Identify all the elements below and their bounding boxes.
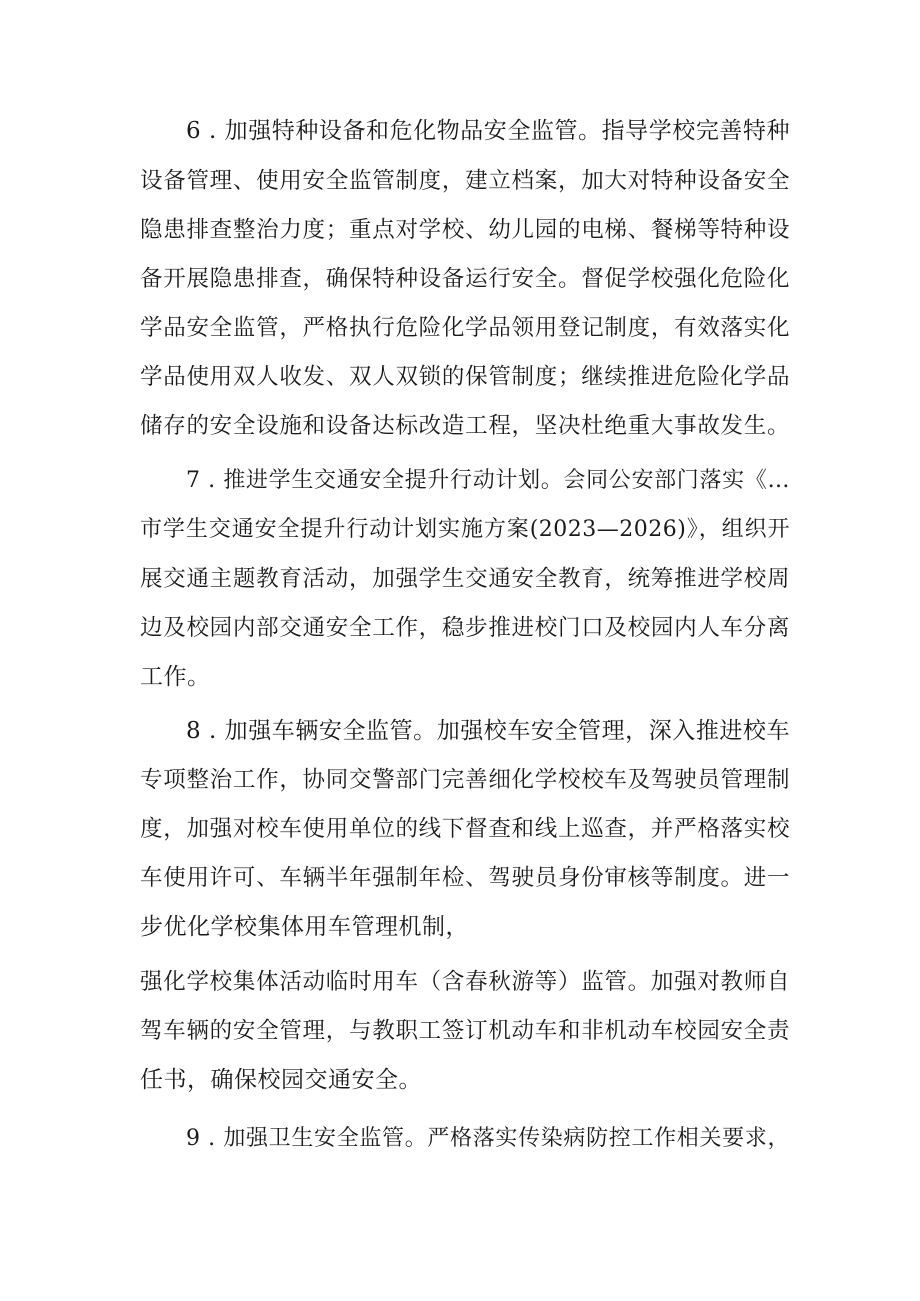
text-line: 储存的安全设施和设备达标改造工程，坚决杜绝重大事故发生。 [140,413,790,439]
text-line: 学品安全监管，严格执行危险化学品领用登记制度，有效落实化 [140,315,790,341]
text-line: 步优化学校集体用车管理机制， [140,914,469,940]
text-line: 6 . 加强特种设备和危化物品安全监管。指导学校完善特种 [186,118,790,144]
text-line: 车使用许可、车辆半年强制年检、驾驶员身份审核等制度。进一 [140,865,790,891]
text-line: 展交通主题教育活动，加强学生交通安全教育，统筹推进学校周 [140,566,790,592]
text-line: 备开展隐患排查，确保特种设备运行安全。督促学校强化危险化 [140,266,790,292]
text-line: 学品使用双人收发、双人双锁的保管制度；继续推进危险化学品 [140,364,790,390]
text-line: 设备管理、使用安全监管制度，建立档案，加大对特种设备安全 [140,168,790,194]
text-line: 驾车辆的安全管理，与教职工签订机动车和非机动车校园安全责 [140,1018,790,1044]
text-line: 隐患排查整治力度；重点对学校、幼儿园的电梯、餐梯等特种设 [140,217,790,243]
text-line: 度，加强对校车使用单位的线下督查和线上巡查，并严格落实校 [140,816,790,842]
text-line: 任书，确保校园交通安全。 [140,1067,422,1093]
text-line: 9 . 加强卫生安全监管。严格落实传染病防控工作相关要求， [186,1126,790,1151]
text-line: 强化学校集体活动临时用车（含春秋游等）监管。加强对教师自 [140,969,790,995]
text-line: 7 . 推进学生交通安全提升行动计划。会同公安部门落实《… [186,468,790,493]
text-line: 市学生交通安全提升行动计划实施方案(2023—2026)》，组织开 [140,517,790,542]
text-line: 8 . 加强车辆安全监管。加强校车安全管理，深入推进校车 [186,718,790,744]
text-line: 工作。 [140,664,211,690]
text-line: 边及校园内部交通安全工作，稳步推进校门口及校园内人车分离 [140,615,790,641]
text-line: 专项整治工作，协同交警部门完善细化学校校车及驾驶员管理制 [140,767,790,793]
